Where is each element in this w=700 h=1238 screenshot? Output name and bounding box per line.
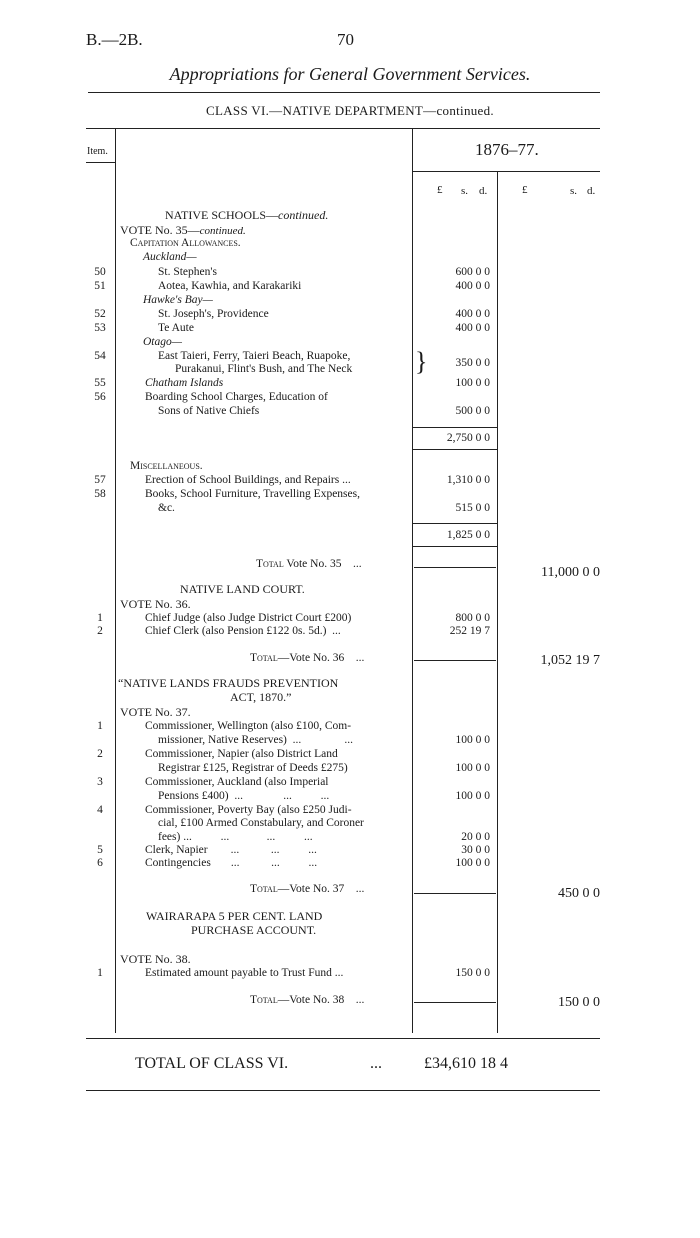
miscellaneous-heading: Miscellaneous. (130, 460, 203, 472)
item-label: Te Aute (158, 322, 194, 334)
hawkes-bay-heading: Hawke's Bay— (143, 294, 213, 306)
item-label: Chief Judge (also Judge District Court £200) (145, 612, 352, 624)
section-wairarapa: WAIRARAPA 5 PER CENT. LAND (146, 909, 323, 923)
vote-37-heading: VOTE No. 37. (120, 705, 191, 719)
item-label-continued: missioner, Native Reserves) ... ... (158, 734, 354, 746)
item-number: 54 (94, 350, 106, 362)
subtotal-rule (412, 427, 497, 428)
item-label: Commissioner, Auckland (also Imperial (145, 776, 329, 788)
item-number: 50 (94, 266, 106, 278)
item-label: Chatham Islands (145, 377, 224, 389)
item-amount: 500 0 0 (455, 405, 490, 417)
total-vote-36-amount: 1,052 19 7 (540, 653, 600, 668)
total-vote-37-label: Total—Vote No. 37 ... (250, 883, 365, 895)
page-title: Appropriations for General Government Services. (169, 64, 531, 84)
footer-bottom-rule (86, 1090, 600, 1091)
brace-mark: } (415, 347, 428, 376)
item-label-continued: Pensions £400) ... ... ... (158, 790, 330, 802)
title-rule (88, 92, 600, 93)
otago-heading: Otago— (143, 336, 182, 348)
total-vote-38-amount: 150 0 0 (558, 995, 600, 1010)
item-label-continued: Registrar £125, Registrar of Deeds £275) (158, 762, 348, 774)
total-vote-36-label: Total—Vote No. 36 ... (250, 652, 365, 664)
auckland-heading: Auckland— (143, 251, 197, 263)
item-number: 53 (94, 322, 106, 334)
shillings-header: s. (461, 185, 469, 197)
item-label: St. Joseph's, Providence (158, 308, 269, 320)
item-label: Aotea, Kawhia, and Karakariki (158, 280, 302, 292)
total-vote-35-label: Total Vote No. 35 ... (256, 558, 362, 570)
item-number: 1 (97, 967, 103, 979)
capitation-heading: Capitation Allowances. (130, 237, 241, 249)
item-amount: 252 19 7 (449, 625, 490, 637)
vote-35-heading: VOTE No. 35—continued. (120, 223, 246, 237)
item-column-divider (115, 128, 116, 1033)
section-frauds-prevention-continued: ACT, 1870.” (230, 690, 292, 704)
item-number: 52 (94, 308, 106, 320)
section-native-schools: NATIVE SCHOOLS—continued. (165, 208, 329, 222)
item-label: St. Stephen's (158, 266, 217, 278)
item-amount: 600 0 0 (455, 266, 490, 278)
item-number: 5 (97, 844, 103, 856)
subtotal-amount: 1,825 0 0 (446, 529, 490, 541)
section-frauds-prevention: “NATIVE LANDS FRAUDS PREVENTION (118, 676, 339, 690)
class-title: CLASS VI.—NATIVE DEPARTMENT—continued. (206, 103, 494, 118)
item-amount: 100 0 0 (455, 762, 490, 774)
item-number: 1 (97, 612, 103, 624)
class-total-label: TOTAL OF CLASS VI. (135, 1055, 289, 1072)
table-top-rule (86, 128, 600, 129)
item-number: 6 (97, 857, 103, 869)
total-vote-37-amount: 450 0 0 (558, 886, 600, 901)
total-vote-38-label: Total—Vote No. 38 ... (250, 994, 365, 1006)
item-amount: 515 0 0 (455, 502, 490, 514)
item-number: 1 (97, 720, 103, 732)
item-label: Commissioner, Napier (also District Land (145, 748, 338, 760)
item-label: Commissioner, Poverty Bay (also £250 Judi- (145, 804, 352, 816)
item-label: Erection of School Buildings, and Repairs ... (145, 474, 351, 486)
item-label-continued: cial, £100 Armed Constabulary, and Coroner (158, 817, 364, 829)
class-total-dots: ... (370, 1055, 382, 1072)
item-amount: 400 0 0 (455, 280, 490, 292)
page-number: 70 (337, 30, 354, 49)
item-amount: 30 0 0 (461, 844, 490, 856)
item-label: Estimated amount payable to Trust Fund ... (145, 967, 344, 979)
vote-36-heading: VOTE No. 36. (120, 597, 191, 611)
item-number: 4 (97, 804, 103, 816)
item-amount: 350 0 0 (455, 357, 490, 369)
pounds-header: £ (437, 184, 443, 196)
item-amount: 800 0 0 (455, 612, 490, 624)
item-amount: 1,310 0 0 (446, 474, 490, 486)
item-amount: 100 0 0 (455, 790, 490, 802)
subtotal-rule (412, 523, 497, 524)
item-number: 56 (94, 391, 106, 403)
pence-header: d. (479, 185, 488, 197)
total-vote-35-amount: 11,000 0 0 (541, 565, 600, 580)
item-amount: 100 0 0 (455, 734, 490, 746)
item-number: 58 (94, 488, 106, 500)
section-wairarapa-continued: PURCHASE ACCOUNT. (191, 923, 317, 937)
pence-header-2: d. (587, 185, 596, 197)
item-label-continued: Sons of Native Chiefs (158, 405, 260, 417)
item-number: 2 (97, 625, 103, 637)
item-number: 51 (94, 280, 106, 292)
item-header-underline (86, 162, 115, 163)
total-rule (414, 660, 496, 661)
item-number: 57 (94, 474, 106, 486)
total-column-divider (497, 172, 498, 1033)
item-amount: 100 0 0 (455, 377, 490, 389)
class-total-amount: £34,610 18 4 (424, 1055, 508, 1072)
item-amount: 400 0 0 (455, 308, 490, 320)
amount-column-divider (412, 128, 413, 1033)
item-number: 2 (97, 748, 103, 760)
shillings-header-2: s. (570, 185, 578, 197)
subtotal-rule (412, 546, 497, 547)
item-label-continued: &c. (158, 502, 175, 514)
item-label: East Taieri, Ferry, Taieri Beach, Ruapoke, (158, 350, 351, 362)
item-amount: 100 0 0 (455, 857, 490, 869)
year-header: 1876–77. (475, 140, 539, 159)
item-amount: 400 0 0 (455, 322, 490, 334)
section-native-land-court: NATIVE LAND COURT. (180, 582, 305, 596)
item-label-continued: Purakanui, Flint's Bush, and The Neck (175, 363, 353, 375)
item-label: Books, School Furniture, Travelling Expenses, (145, 488, 360, 500)
item-label: Chief Clerk (also Pension £122 0s. 5d.) ... (145, 625, 341, 637)
item-number: 3 (97, 776, 103, 788)
item-label: Boarding School Charges, Education of (145, 391, 328, 403)
total-rule (414, 893, 496, 894)
vote-38-heading: VOTE No. 38. (120, 952, 191, 966)
subtotal-amount: 2,750 0 0 (446, 432, 490, 444)
document-reference: B.—2B. (86, 30, 143, 49)
item-label: Clerk, Napier ... ... ... (145, 844, 317, 856)
item-label: Commissioner, Wellington (also £100, Com- (145, 720, 352, 732)
item-column-header: Item. (87, 146, 108, 157)
item-amount: 20 0 0 (461, 831, 490, 843)
subtotal-rule (412, 449, 497, 450)
item-label-continued: fees) ... ... ... ... (158, 831, 313, 843)
pounds-header-2: £ (522, 184, 528, 196)
item-amount: 150 0 0 (455, 967, 490, 979)
total-rule (414, 1002, 496, 1003)
total-rule (414, 567, 496, 568)
item-label: Contingencies ... ... ... (145, 857, 318, 869)
footer-top-rule (86, 1038, 600, 1039)
year-underline (412, 171, 600, 172)
item-number: 55 (94, 377, 106, 389)
